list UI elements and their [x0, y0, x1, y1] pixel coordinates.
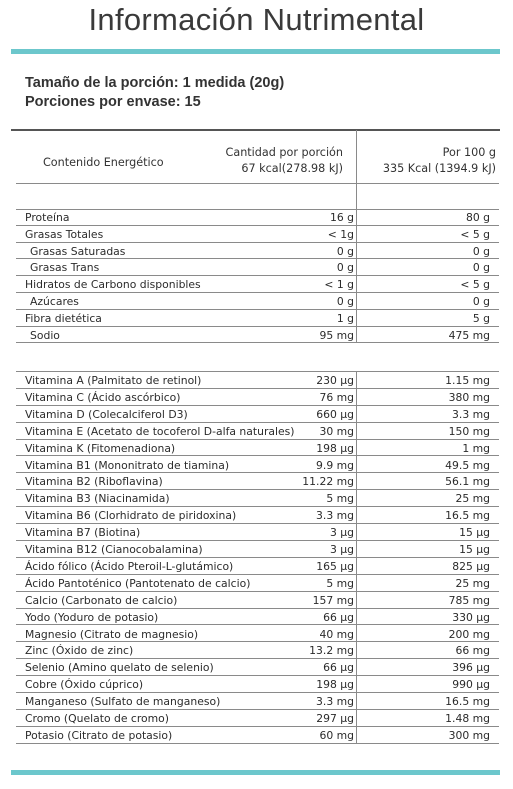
table-row	[16, 507, 499, 524]
nutrient-label: Cobre (Óxido cúprico)	[25, 678, 144, 692]
per-100g-value: 1.15 mg	[445, 374, 490, 387]
per-100g-value: 380 mg	[448, 390, 490, 404]
per-100g-value: 0 g	[472, 295, 490, 308]
per-serving-value: 16 g	[329, 211, 354, 224]
header-divider	[16, 183, 499, 184]
per-100g-value: 0 g	[472, 261, 490, 275]
per-100g-value: 3.3 mg	[452, 407, 490, 421]
table-row	[16, 727, 499, 744]
per-100g-value: < 5 g	[460, 227, 490, 241]
per-100g-value: 16.5 mg	[445, 695, 490, 709]
nutrient-label: Magnesio (Citrato de magnesio)	[25, 627, 199, 641]
per-100g-value: 80 g	[465, 211, 490, 224]
table-row	[16, 575, 499, 592]
per-serving-value: 1 g	[336, 311, 354, 325]
per-serving-value: 0 g	[336, 261, 354, 275]
per-serving-value: 76 mg	[319, 390, 354, 404]
table-row	[16, 209, 499, 226]
table-row	[16, 310, 499, 327]
table-row	[16, 423, 499, 440]
table-row	[16, 592, 499, 609]
nutrient-label: Grasas Totales	[25, 227, 104, 241]
col2-title: Por 100 g	[442, 146, 496, 159]
per-serving-value: 230 µg	[316, 374, 354, 387]
page-title: Información Nutrimental	[88, 2, 425, 37]
header-top-rule	[11, 129, 500, 131]
nutrient-label: Vitamina C (Ácido ascórbico)	[25, 390, 181, 404]
per-serving-value: 95 mg	[319, 328, 354, 342]
nutrient-label: Ácido Pantoténico (Pantotenato de calcio)	[25, 576, 251, 590]
per-serving-value: 60 mg	[319, 728, 354, 742]
per-100g-value: 49.5 mg	[445, 458, 490, 472]
nutrient-label: Ácido fólico (Ácido Pteroil-L-glutámico)	[25, 559, 234, 573]
nutrient-label: Selenio (Amino quelato de selenio)	[25, 661, 214, 675]
nutrient-label: Manganeso (Sulfato de manganeso)	[25, 695, 221, 709]
nutrient-label: Fibra dietética	[25, 311, 102, 325]
table-row	[16, 259, 499, 276]
per-serving-value: 198 µg	[316, 441, 354, 455]
table-row	[16, 226, 499, 243]
per-serving-value: 165 µg	[316, 559, 354, 573]
nutrient-label: Grasas Saturadas	[30, 244, 126, 258]
table-row	[16, 710, 499, 727]
per-serving-value: 40 mg	[319, 627, 354, 641]
nutrient-label: Vitamina B6 (Clorhidrato de piridoxina)	[25, 509, 237, 523]
table-row	[16, 541, 499, 558]
per-serving-value: 13.2 mg	[309, 644, 354, 658]
nutrient-label: Vitamina E (Acetato de tocoferol D-alfa naturales)	[25, 424, 295, 438]
per-100g-value: 15 µg	[459, 543, 490, 556]
table-row	[16, 440, 499, 457]
per-100g-value: 16.5 mg	[445, 509, 490, 523]
per-100g-value: 1.48 mg	[445, 712, 490, 725]
per-100g-value: 0 g	[472, 244, 490, 258]
nutrient-label: Vitamina B1 (Mononitrato de tiamina)	[25, 458, 230, 472]
table-row	[16, 642, 499, 659]
top-accent-bar	[11, 49, 500, 54]
per-100g-value: 15 µg	[459, 526, 490, 540]
table-row	[16, 406, 499, 423]
per-100g-value: 300 mg	[448, 728, 490, 742]
per-serving-value: 157 mg	[312, 593, 354, 607]
per-serving-value: 3.3 mg	[316, 509, 354, 523]
col1-title: Cantidad por porción	[225, 146, 343, 159]
table-row	[16, 659, 499, 676]
col2-energy: 335 Kcal (1394.9 kJ)	[382, 162, 496, 175]
nutrient-label: Potasio (Citrato de potasio)	[25, 728, 173, 742]
table-row	[16, 243, 499, 260]
per-100g-value: 1 mg	[462, 441, 490, 455]
nutrient-label: Calcio (Carbonato de calcio)	[25, 593, 178, 607]
per-serving-value: 198 µg	[316, 678, 354, 692]
nutrient-label: Vitamina B3 (Niacinamida)	[25, 492, 170, 506]
table-row	[16, 457, 499, 474]
table-row	[16, 609, 499, 626]
nutrient-label: Proteína	[25, 211, 70, 224]
per-100g-value: 825 µg	[452, 559, 490, 573]
table-row	[16, 473, 499, 490]
table-row	[16, 693, 499, 710]
serving-size: Tamaño de la porción: 1 medida (20g)	[25, 75, 285, 91]
per-100g-value: 990 µg	[452, 678, 490, 692]
per-100g-value: < 5 g	[460, 278, 490, 292]
table-row	[16, 626, 499, 643]
nutrient-label: Hidratos de Carbono disponibles	[25, 278, 201, 292]
per-serving-value: 0 g	[336, 295, 354, 308]
nutrient-label: Vitamina K (Fitomenadiona)	[25, 441, 176, 455]
per-100g-value: 56.1 mg	[445, 475, 490, 489]
per-serving-value: 660 µg	[316, 407, 354, 421]
nutrient-label: Vitamina B7 (Biotina)	[25, 526, 141, 540]
per-100g-value: 25 mg	[455, 492, 490, 506]
nutrient-label: Vitamina D (Colecalciferol D3)	[25, 407, 188, 421]
per-100g-value: 200 mg	[448, 627, 490, 641]
per-serving-value: 5 mg	[326, 492, 354, 506]
per-serving-value: 9.9 mg	[316, 458, 354, 472]
per-100g-value: 66 mg	[455, 644, 490, 658]
nutrient-label: Vitamina B2 (Riboflavina)	[25, 475, 163, 489]
per-100g-value: 785 mg	[448, 593, 490, 607]
per-serving-value: 297 µg	[316, 712, 354, 725]
table-row	[16, 293, 499, 310]
nutrient-label: Vitamina A (Palmitato de retinol)	[25, 374, 202, 387]
table-row	[16, 372, 499, 389]
col1-energy: 67 kcal(278.98 kJ)	[241, 162, 343, 175]
table-row	[16, 490, 499, 507]
bottom-accent-bar	[11, 770, 500, 775]
per-serving-value: 5 mg	[326, 576, 354, 590]
table-row	[16, 524, 499, 541]
per-serving-value: 3 µg	[329, 543, 354, 556]
per-serving-value: 11.22 mg	[302, 475, 354, 489]
per-serving-value: 30 mg	[319, 424, 354, 438]
per-serving-value: < 1 g	[324, 278, 354, 292]
energy-label: Contenido Energético	[43, 156, 164, 169]
per-100g-value: 396 µg	[452, 661, 490, 675]
nutrient-label: Azúcares	[30, 295, 79, 308]
table-row	[16, 327, 499, 344]
per-serving-value: 0 g	[336, 244, 354, 258]
per-100g-value: 25 mg	[455, 576, 490, 590]
nutrient-label: Zinc (Óxido de zinc)	[25, 644, 134, 658]
nutrient-label: Yodo (Yoduro de potasio)	[25, 610, 159, 624]
nutrient-label: Sodio	[30, 328, 60, 342]
table-row	[16, 276, 499, 293]
table-row	[16, 676, 499, 693]
nutrient-label: Vitamina B12 (Cianocobalamina)	[25, 543, 203, 556]
servings-per-container: Porciones por envase: 15	[25, 94, 201, 110]
nutrient-label: Grasas Trans	[30, 261, 100, 275]
per-serving-value: 3 µg	[329, 526, 354, 540]
per-serving-value: 66 µg	[323, 661, 354, 675]
table-row	[16, 558, 499, 575]
per-serving-value: 66 µg	[323, 610, 354, 624]
per-100g-value: 475 mg	[448, 328, 490, 342]
per-100g-value: 150 mg	[448, 424, 490, 438]
per-serving-value: < 1g	[327, 227, 354, 241]
per-100g-value: 5 g	[472, 311, 490, 325]
table-row	[16, 389, 499, 406]
nutrient-label: Cromo (Quelato de cromo)	[25, 712, 169, 725]
per-100g-value: 330 µg	[452, 610, 490, 624]
per-serving-value: 3.3 mg	[316, 695, 354, 709]
